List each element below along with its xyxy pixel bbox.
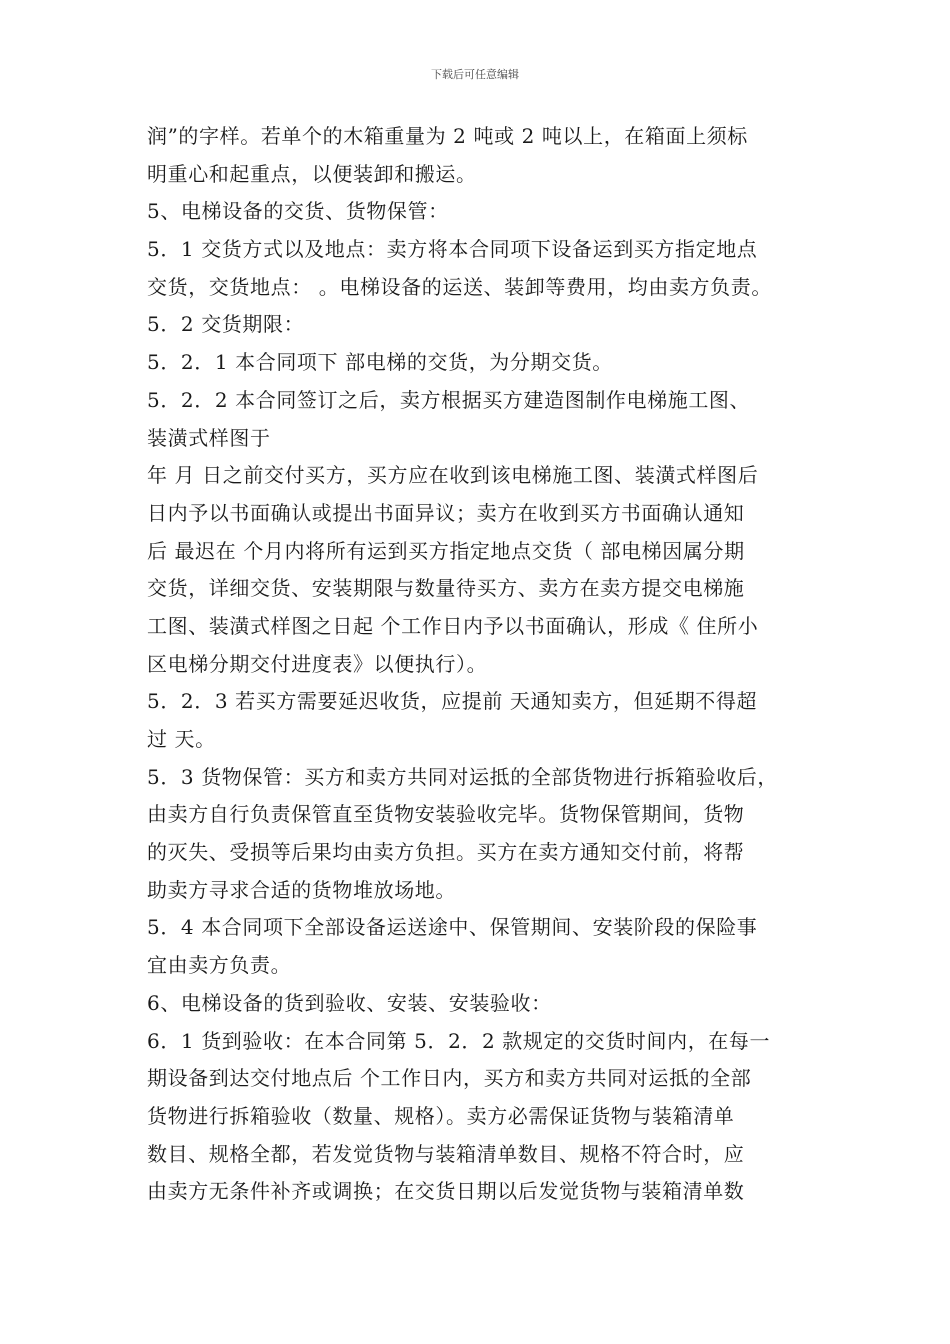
text-line: 后 最迟在 个月内将所有运到买方指定地点交货（ 部电梯因属分期 xyxy=(147,538,745,563)
text-line: 年 月 日之前交付买方，买方应在收到该电梯施工图、装潢式样图后 xyxy=(147,463,759,488)
text-line: 5．4 本合同项下全部设备运送途中、保管期间、安装阶段的保险事 xyxy=(147,915,758,940)
text-line: 由卖方自行负责保管直至货物安装验收完毕。货物保管期间，货物 xyxy=(147,802,745,827)
text-line: 5．2．1 本合同项下 部电梯的交货，为分期交货。 xyxy=(147,350,613,375)
text-line: 润”的字样。若单个的木箱重量为 2 吨或 2 吨以上，在箱面上须标 xyxy=(147,124,748,148)
text-line: 装潢式样图于 xyxy=(147,425,271,450)
text-line: 区电梯分期交付进度表》以便执行）。 xyxy=(147,651,488,676)
section-heading: 6、电梯设备的货到验收、安装、安装验收： xyxy=(147,990,552,1015)
document-body xyxy=(147,118,819,1211)
text-line: 工图、装潢式样图之日起 个工作日内予以书面确认，形成《 住所小 xyxy=(147,613,759,638)
text-line: 助卖方寻求合适的货物堆放场地。 xyxy=(147,877,456,902)
text-line: 日内予以书面确认或提出书面异议；卖方在收到买方书面确认通知 xyxy=(147,500,745,525)
page-header: 下载后可任意编辑 xyxy=(431,68,519,81)
text-line: 5．3 货物保管：买方和卖方共同对运抵的全部货物进行拆箱验收后， xyxy=(147,764,779,789)
section-heading: 5、电梯设备的交货、货物保管： xyxy=(147,199,449,224)
text-line: 6．1 货到验收：在本合同第 5．2．2 款规定的交货时间内，在每一 xyxy=(147,1028,771,1053)
text-line: 的灭失、受损等后果均由卖方负担。买方在卖方通知交付前，将帮 xyxy=(147,840,745,865)
text-line: 期设备到达交付地点后 个工作日内，买方和卖方共同对运抵的全部 xyxy=(147,1066,752,1091)
text-line: 明重心和起重点，以便装卸和搬运。 xyxy=(147,161,477,186)
text-line: 宜由卖方负责。 xyxy=(147,953,292,978)
text-line: 数目、规格全都，若发觉货物与装箱清单数目、规格不符合时，应 xyxy=(147,1141,745,1166)
text-line: 5．2．2 本合同签订之后，卖方根据买方建造图制作电梯施工图、 xyxy=(147,387,751,412)
text-line: 交货，详细交货、安装期限与数量待买方、卖方在卖方提交电梯施 xyxy=(147,576,745,601)
text-line: 5．2 交货期限： xyxy=(147,312,305,337)
text-line: 5．2．3 若买方需要延迟收货，应提前 天通知卖方，但延期不得超 xyxy=(147,689,758,714)
text-line: 过 天。 xyxy=(147,727,216,751)
text-line: 交货，交货地点： 。电梯设备的运送、装卸等费用，均由卖方负责。 xyxy=(147,274,772,299)
text-line: 货物进行拆箱验收（数量、规格）。卖方必需保证货物与装箱清单 xyxy=(147,1103,735,1128)
text-line: 由卖方无条件补齐或调换；在交货日期以后发觉货物与装箱清单数 xyxy=(147,1179,745,1204)
text-line: 5．1 交货方式以及地点：卖方将本合同项下设备运到买方指定地点 xyxy=(147,237,758,262)
